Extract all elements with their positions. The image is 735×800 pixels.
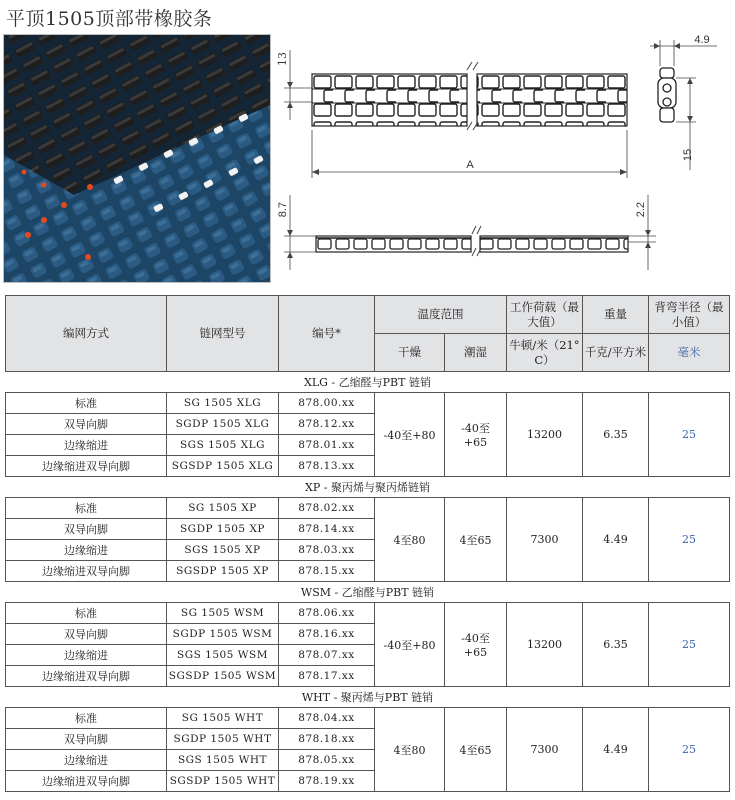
section-title: WSM - 乙缩醛与PBT 链销 (6, 582, 730, 603)
weight-cell: 4.49 (583, 498, 649, 582)
header-load-unit: 牛顿/米（21° C） (507, 334, 583, 372)
model-cell: SG 1505 WSM (167, 603, 279, 624)
code-cell: 878.18.xx (279, 729, 375, 750)
dry-temp-cell: 4至80 (375, 498, 445, 582)
model-cell: SGS 1505 XLG (167, 435, 279, 456)
header-temp-dry: 干燥 (375, 334, 445, 372)
wet-temp-cell: -40至+65 (445, 603, 507, 687)
weave-cell: 双导向脚 (6, 729, 167, 750)
header-weave: 编网方式 (6, 296, 167, 372)
code-cell: 878.02.xx (279, 498, 375, 519)
model-cell: SGSDP 1505 XP (167, 561, 279, 582)
wet-temp-cell: -40至+65 (445, 393, 507, 477)
model-cell: SGSDP 1505 WHT (167, 771, 279, 792)
weave-cell: 标准 (6, 393, 167, 414)
model-cell: SGSDP 1505 WSM (167, 666, 279, 687)
model-cell: SGS 1505 XP (167, 540, 279, 561)
dry-temp-cell: -40至+80 (375, 393, 445, 477)
weave-cell: 边缘缩进双导向脚 (6, 456, 167, 477)
model-cell: SGDP 1505 XLG (167, 414, 279, 435)
code-cell: 878.15.xx (279, 561, 375, 582)
header-weight-unit: 千克/平方米 (583, 334, 649, 372)
weave-cell: 双导向脚 (6, 414, 167, 435)
section-title: XLG - 乙缩醛与PBT 链销 (6, 372, 730, 393)
technical-drawing (272, 30, 732, 290)
code-cell: 878.16.xx (279, 624, 375, 645)
code-cell: 878.05.xx (279, 750, 375, 771)
code-cell: 878.03.xx (279, 540, 375, 561)
dim-side-width: 4.9 (694, 34, 710, 46)
dry-temp-cell: -40至+80 (375, 603, 445, 687)
model-cell: SG 1505 XLG (167, 393, 279, 414)
model-cell: SGDP 1505 XP (167, 519, 279, 540)
model-cell: SGSDP 1505 XLG (167, 456, 279, 477)
header-model: 链网型号 (167, 296, 279, 372)
code-cell: 878.14.xx (279, 519, 375, 540)
code-cell: 878.19.xx (279, 771, 375, 792)
dim-bottom-height: 8.7 (277, 202, 289, 218)
weave-cell: 边缘缩进双导向脚 (6, 666, 167, 687)
model-cell: SG 1505 XP (167, 498, 279, 519)
header-temp-wet: 潮湿 (445, 334, 507, 372)
header-code: 编号* (279, 296, 375, 372)
radius-cell: 25 (649, 393, 730, 477)
weave-cell: 双导向脚 (6, 624, 167, 645)
header-radius: 背弯半径（最小值） (649, 296, 730, 334)
section-title: WHT - 聚丙烯与PBT 链销 (6, 687, 730, 708)
section-title: XP - 聚丙烯与聚丙烯链销 (6, 477, 730, 498)
model-cell: SG 1505 WHT (167, 708, 279, 729)
page-title: 平顶1505顶部带橡胶条 (6, 8, 213, 30)
code-cell: 878.01.xx (279, 435, 375, 456)
header-temp: 温度范围 (375, 296, 507, 334)
code-cell: 878.06.xx (279, 603, 375, 624)
model-cell: SGS 1505 WSM (167, 645, 279, 666)
dim-rubber-height: 2.2 (635, 202, 647, 218)
header-weight: 重量 (583, 296, 649, 334)
weave-cell: 边缘缩进双导向脚 (6, 771, 167, 792)
code-cell: 878.04.xx (279, 708, 375, 729)
weave-cell: 标准 (6, 708, 167, 729)
load-cell: 13200 (507, 603, 583, 687)
code-cell: 878.13.xx (279, 456, 375, 477)
model-cell: SGS 1505 WHT (167, 750, 279, 771)
weight-cell: 6.35 (583, 393, 649, 477)
load-cell: 13200 (507, 393, 583, 477)
header-load: 工作荷载（最大值） (507, 296, 583, 334)
load-cell: 7300 (507, 708, 583, 792)
weave-cell: 双导向脚 (6, 519, 167, 540)
radius-cell: 25 (649, 708, 730, 792)
load-cell: 7300 (507, 498, 583, 582)
code-cell: 878.12.xx (279, 414, 375, 435)
weave-cell: 边缘缩进 (6, 435, 167, 456)
wet-temp-cell: 4至65 (445, 708, 507, 792)
header-radius-unit: 毫米 (649, 334, 730, 372)
weave-cell: 标准 (6, 603, 167, 624)
code-cell: 878.17.xx (279, 666, 375, 687)
dim-side-height: 15 (682, 148, 694, 162)
weave-cell: 边缘缩进 (6, 645, 167, 666)
model-cell: SGDP 1505 WSM (167, 624, 279, 645)
weave-cell: 边缘缩进 (6, 540, 167, 561)
dry-temp-cell: 4至80 (375, 708, 445, 792)
weight-cell: 6.35 (583, 603, 649, 687)
code-cell: 878.00.xx (279, 393, 375, 414)
model-cell: SGDP 1505 WHT (167, 729, 279, 750)
radius-cell: 25 (649, 498, 730, 582)
dim-width-label: A (466, 159, 474, 171)
weave-cell: 标准 (6, 498, 167, 519)
weight-cell: 4.49 (583, 708, 649, 792)
radius-cell: 25 (649, 603, 730, 687)
product-photo (3, 34, 271, 283)
wet-temp-cell: 4至65 (445, 498, 507, 582)
weave-cell: 边缘缩进 (6, 750, 167, 771)
dim-top-height: 13 (276, 52, 289, 66)
weave-cell: 边缘缩进双导向脚 (6, 561, 167, 582)
code-cell: 878.07.xx (279, 645, 375, 666)
spec-table (5, 295, 730, 792)
